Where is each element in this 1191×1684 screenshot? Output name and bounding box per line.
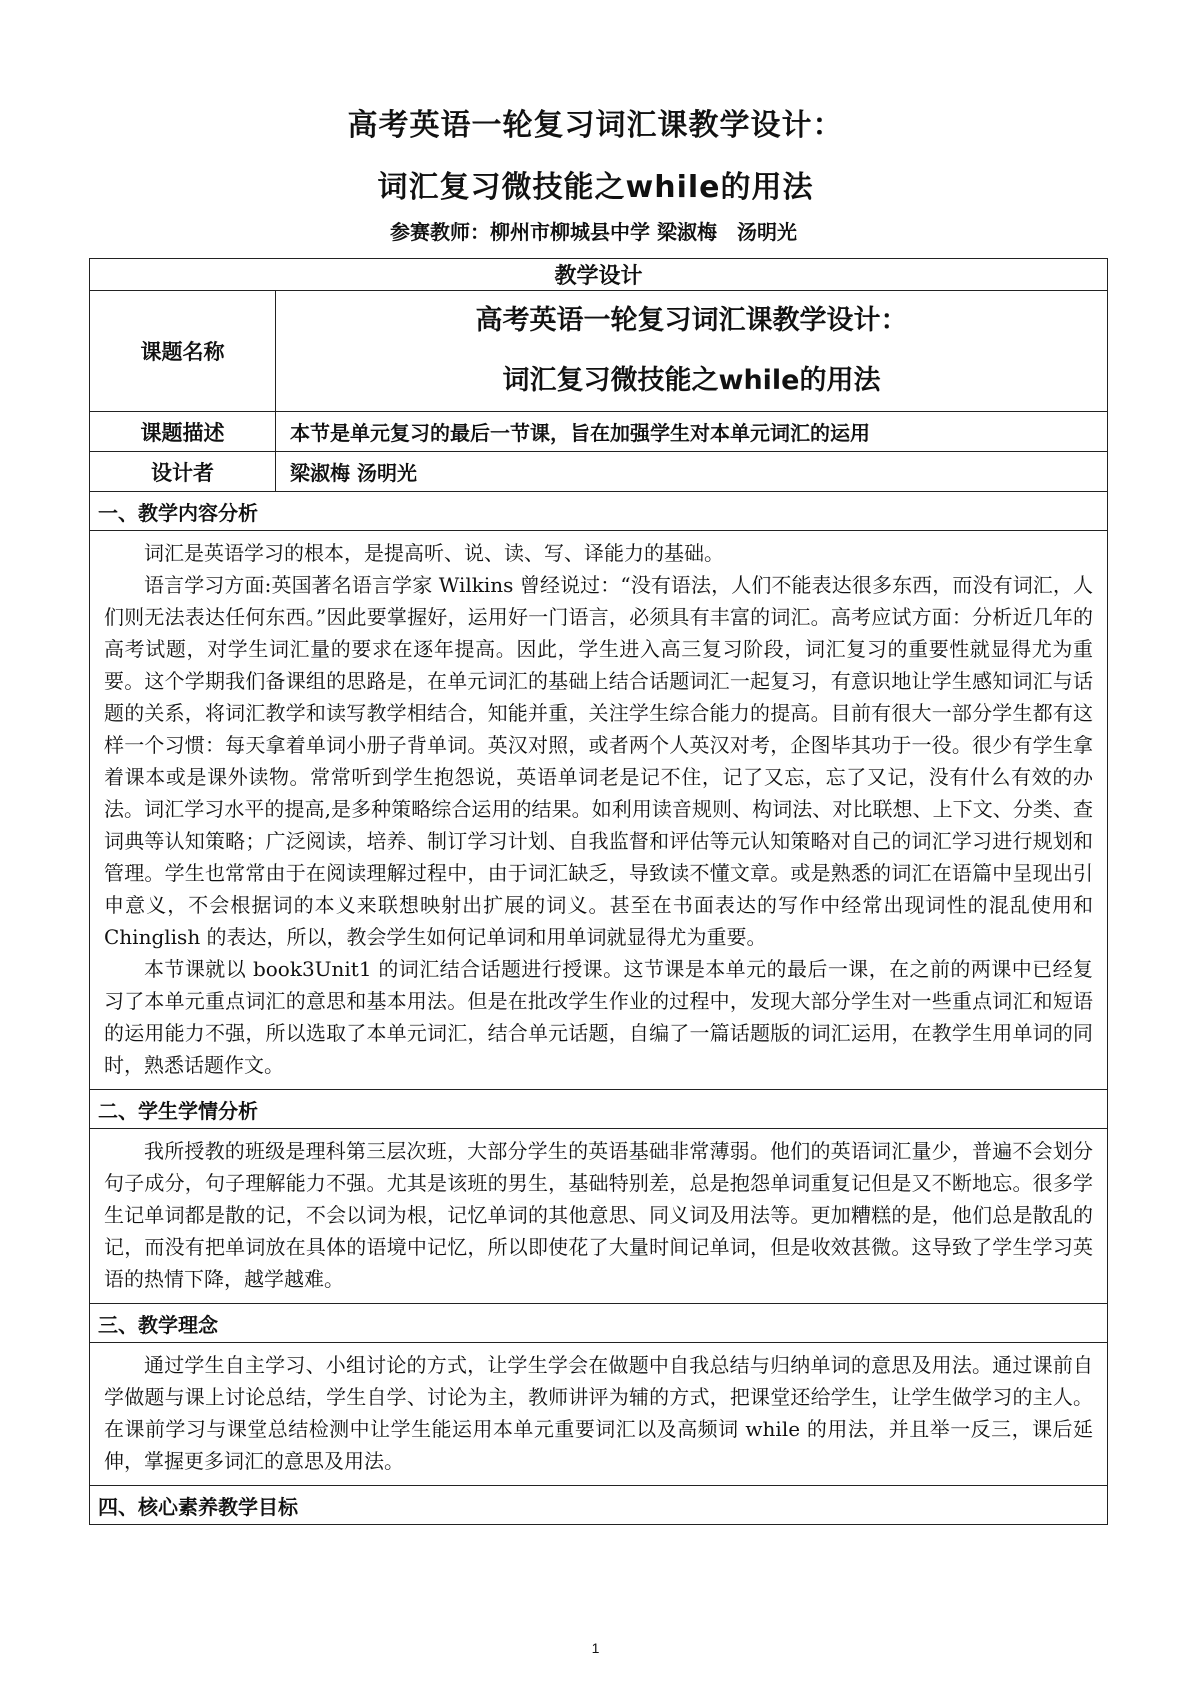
desc-value: 本节是单元复习的最后一节课，旨在加强学生对本单元词汇的运用 (276, 412, 1108, 452)
paragraph: 词汇是英语学习的根本，是提高听、说、读、写、译能力的基础。 (144, 541, 724, 565)
designer-value: 梁淑梅 汤明光 (276, 452, 1108, 492)
section-body-content-analysis (90, 531, 1108, 1090)
topic-line1: 高考英语一轮复习词汇课教学设计： (475, 305, 908, 336)
paragraph: 语言学习方面:英国著名语言学家 Wilkins 曾经说过：“没有语法，人们不能表达很多东西，而没有词汇，人们则无法表达任何东西。”因此要掌握好，运用好一门语言，必须具有丰富的词汇。高考应试方面：分析近几年的高考试题，对学生词汇量的要求在逐年提高。因此，学生进入高三复习阶段，词汇复习的重要性就显得尤为重要。这个学期我们备课组的思路是，在单元词汇的基础上结合话题词汇一起复习，有意识地让学生感知词汇与话题的关系，将词汇教学和读写教学相结合，知能并重，关注学生综合能力的提高。目前有很大一部分学生都有这样一个习惯：每天拿着单词小册子背单词。英汉对照，或者两个人英汉对考，企图毕其功于一役。很少有学生拿着课本或是课外读物。常常听到学生抱怨说，英语单词老是记不住，记了又忘，忘了又记，没有什么有效的办法。词汇学习水平的提高,是多种策略综合运用的结果。如利用读音规则、构词法、对比联想、上下文、分类、查词典等认知策略；广泛阅读，培养、制订学习计划、自我监督和评估等元认知策略对自己的词汇学习进行规划和管理。学生也常常由于在阅读理解过程中，由于词汇缺乏，导致读不懂文章。或是熟悉的词汇在语篇中呈现出引申意义，不会根据词的本义来联想映射出扩展的词义。甚至在书面表达的写作中经常出现词性的混乱使用和 Chinglish 的表达，所以，教会学生如何记单词和用单词就显得尤为重要。 (104, 573, 1094, 949)
section-body-student-analysis (90, 1129, 1108, 1304)
topic-value (276, 291, 1108, 412)
topic-label: 课题名称 (90, 291, 276, 412)
paragraph: 通过学生自主学习、小组讨论的方式，让学生学会在做题中自我总结与归纳单词的意思及用法。通过课前自学做题与课上讨论总结，学生自学、讨论为主，教师讲评为辅的方式，把课堂还给学生，让学生做学习的主人。在课前学习与课堂总结检测中让学生能运用本单元重要词汇以及高频词 while 的用法，并且举一反三，课后延伸，掌握更多词汇的意思及用法。 (104, 1353, 1094, 1473)
section-title-core-goals: 四、核心素养教学目标 (90, 1486, 1108, 1525)
desc-label: 课题描述 (90, 412, 276, 452)
document-title-line1: 高考英语一轮复习词汇课教学设计： (347, 108, 844, 143)
paragraph: 本节课就以 book3Unit1 的词汇结合话题进行授课。这节课是本单元的最后一课，在之前的两课中已经复习了本单元重点词汇的意思和基本用法。但是在批改学生作业的过程中，发现大部分学生对一些重点词汇和短语的运用能力不强，所以选取了本单元词汇，结合单元话题，自编了一篇话题版的词汇运用，在教学生用单词的同时，熟悉话题作文。 (104, 957, 1094, 1077)
design-table (89, 258, 1108, 1525)
topic-line2: 词汇复习微技能之while的用法 (502, 365, 881, 396)
designer-label: 设计者 (90, 452, 276, 492)
section-title-content-analysis: 一、教学内容分析 (90, 492, 1108, 531)
page-number: 1 (591, 1640, 600, 1656)
author-line: 参赛教师：柳州市柳城县中学 梁淑梅 汤明光 (390, 220, 797, 244)
section-title-student-analysis: 二、学生学情分析 (90, 1090, 1108, 1129)
document-title-line2: 词汇复习微技能之while的用法 (377, 170, 814, 205)
table-heading: 教学设计 (90, 259, 1108, 291)
section-title-teaching-philosophy: 三、教学理念 (90, 1304, 1108, 1343)
paragraph: 我所授教的班级是理科第三层次班，大部分学生的英语基础非常薄弱。他们的英语词汇量少，普遍不会划分句子成分，句子理解能力不强。尤其是该班的男生，基础特别差，总是抱怨单词重复记但是又不断地忘。很多学生记单词都是散的记，不会以词为根，记忆单词的其他意思、同义词及用法等。更加糟糕的是，他们总是散乱的记，而没有把单词放在具体的语境中记忆，所以即使花了大量时间记单词，但是收效甚微。这导致了学生学习英语的热情下降，越学越难。 (104, 1139, 1094, 1291)
section-body-teaching-philosophy (90, 1343, 1108, 1486)
